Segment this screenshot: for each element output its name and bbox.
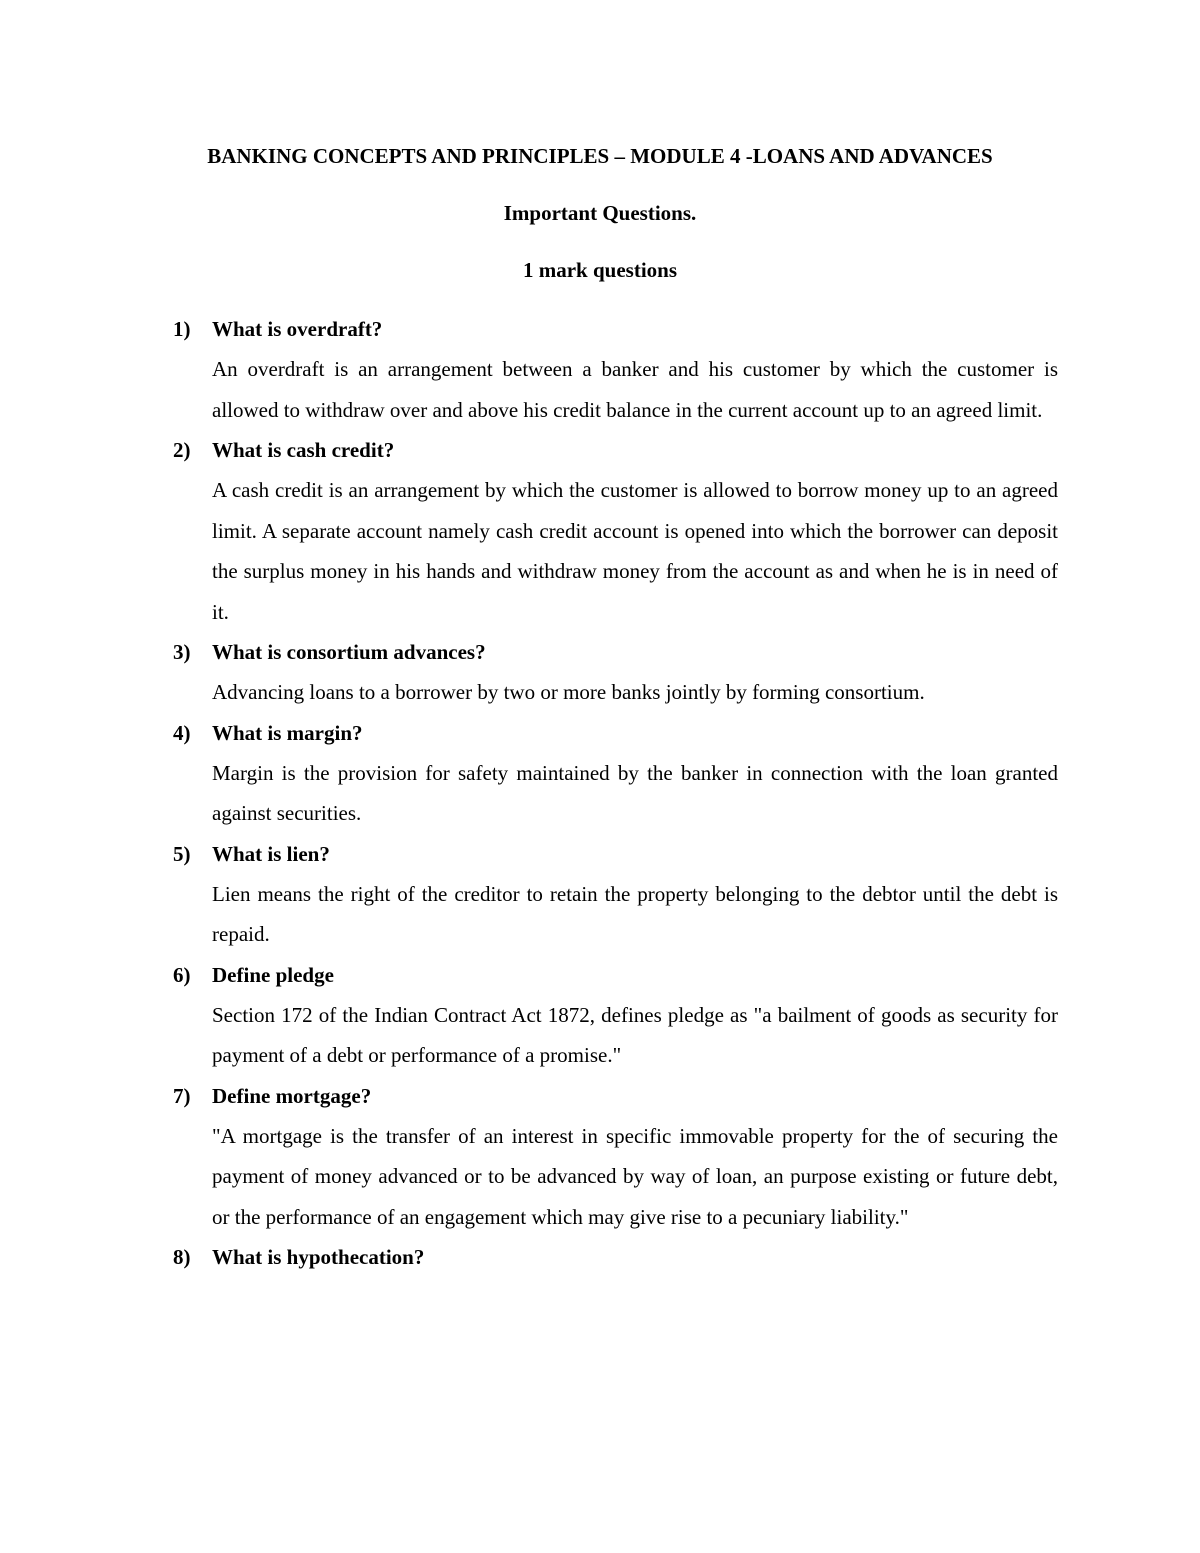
question-text: What is consortium advances? bbox=[212, 640, 486, 664]
question-number: 5) bbox=[173, 841, 191, 866]
question-item bbox=[0, 430, 1200, 632]
question-item bbox=[0, 955, 1200, 1076]
answer-text: Margin is the provision for safety maintained by the banker in connection with the loan granted against securities. bbox=[212, 760, 1058, 825]
answer-text: Advancing loans to a borrower by two or more banks jointly by forming consortium. bbox=[212, 680, 925, 704]
question-list bbox=[0, 309, 1200, 1277]
answer-text: "A mortgage is the transfer of an interest in specific immovable property for the of securing the payment of money advanced or to be advanced by way of loan, an purpose existing or future debt, or the performance of an engagement which may give rise to a pecuniary liability." bbox=[212, 1123, 1058, 1229]
question-text: What is cash credit? bbox=[212, 438, 395, 462]
answer-text: A cash credit is an arrangement by which the customer is allowed to borrow money up to an agreed limit. A separate account namely cash credit account is opened into which the borrower can deposit the surplus money in his hands and withdraw money from the account as and when he is in need of it. bbox=[212, 478, 1058, 624]
question-item bbox=[0, 713, 1200, 834]
question-item bbox=[0, 1237, 1200, 1277]
section-heading: 1 mark questions bbox=[522, 258, 678, 282]
question-item bbox=[0, 1076, 1200, 1238]
document-title: BANKING CONCEPTS AND PRINCIPLES – MODULE 4 -LOANS AND ADVANCES bbox=[207, 144, 993, 168]
question-number: 7) bbox=[173, 1083, 191, 1108]
question-number: 1) bbox=[173, 317, 191, 341]
question-text: What is hypothecation? bbox=[212, 1245, 425, 1269]
question-item bbox=[0, 632, 1200, 713]
question-number: 2) bbox=[173, 438, 191, 462]
question-text: What is margin? bbox=[212, 720, 363, 745]
question-number: 3) bbox=[173, 640, 191, 664]
question-item bbox=[0, 834, 1200, 955]
question-item bbox=[0, 309, 1200, 430]
question-number: 8) bbox=[173, 1245, 191, 1269]
question-text: Define pledge bbox=[212, 962, 334, 987]
answer-text: Lien means the right of the creditor to retain the property belonging to the debtor until the debt is repaid. bbox=[212, 881, 1058, 946]
question-text: Define mortgage? bbox=[212, 1083, 372, 1108]
question-number: 4) bbox=[173, 720, 191, 745]
answer-text: Section 172 of the Indian Contract Act 1872, defines pledge as "a bailment of goods as security for payment of a debt or performance of a promise." bbox=[212, 1002, 1058, 1067]
document-subtitle: Important Questions. bbox=[503, 201, 697, 225]
question-number: 6) bbox=[173, 962, 191, 987]
answer-text: An overdraft is an arrangement between a banker and his customer by which the customer is allowed to withdraw over and above his credit balance in the current account up to an agreed limit. bbox=[212, 357, 1058, 422]
question-text: What is overdraft? bbox=[212, 317, 383, 341]
question-text: What is lien? bbox=[212, 841, 330, 866]
